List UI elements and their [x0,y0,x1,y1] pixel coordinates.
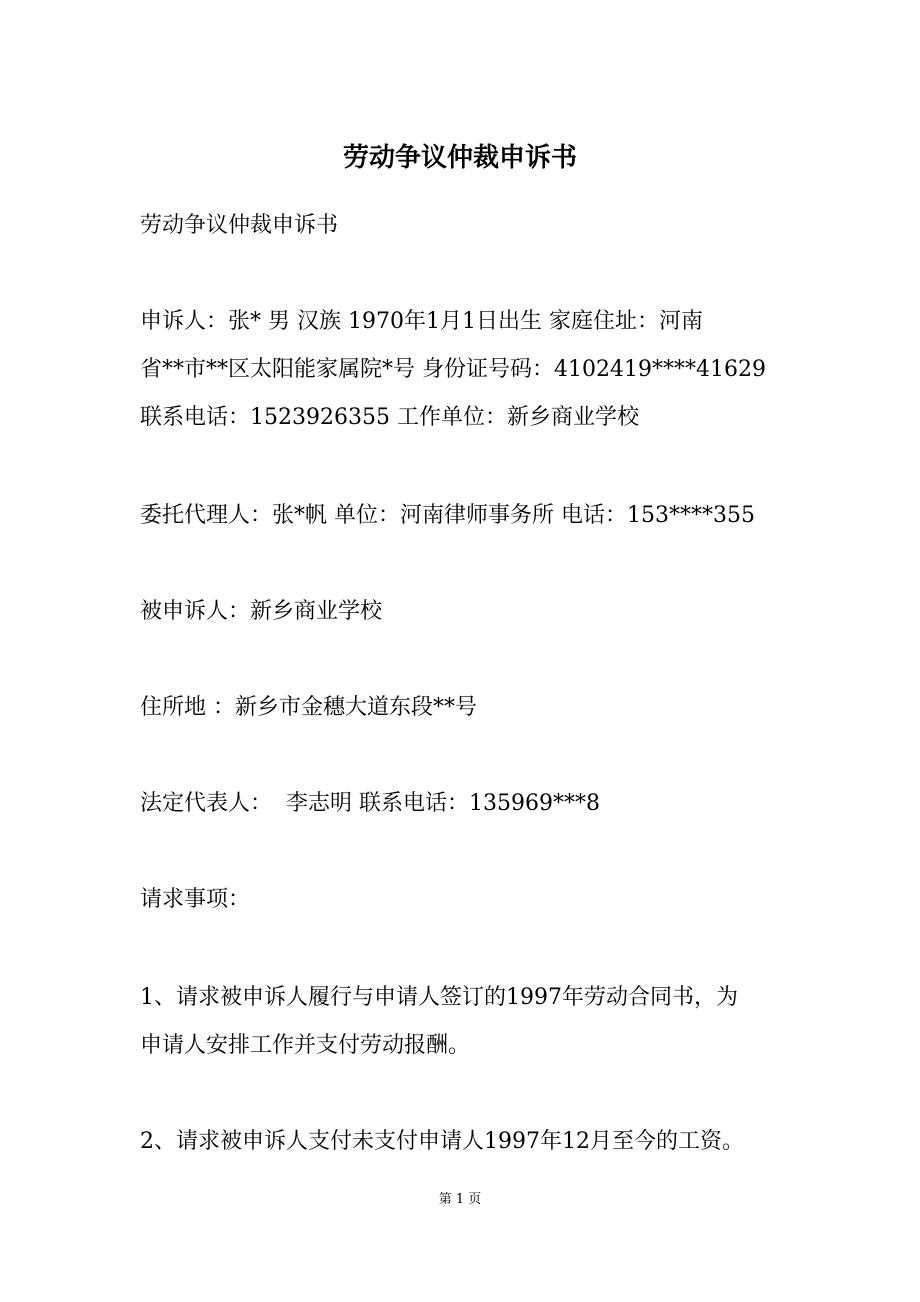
document-subtitle: 劳动争议仲裁申诉书 [140,213,339,238]
requests-heading: 请求事项： [140,887,251,912]
respondent-address: 住所地 ：新乡市金穗大道东段**号 [140,695,477,720]
request-1-line-1: 1、请求被申诉人履行与申请人签订的1997年劳动合同书，为 [140,985,738,1010]
page-number: 第 1 页 [438,1192,482,1207]
respondent-info: 被申诉人：新乡商业学校 [140,599,383,624]
complainant-line-2: 省**市**区太阳能家属院*号 身份证号码：4102419****41629 [140,357,766,382]
complainant-line-3: 联系电话：1523926355 工作单位：新乡商业学校 [140,405,639,430]
agent-info: 委托代理人：张*帆 单位：河南律师事务所 电话：153****355 [140,503,755,528]
document-title: 劳动争议仲裁申诉书 [342,143,577,173]
complainant-line-1: 申诉人：张* 男 汉族 1970年1月1日出生 家庭住址：河南 [140,309,703,334]
legal-representative: 法定代表人： 李志明 联系电话：135969***8 [140,791,600,816]
request-2: 2、请求被申诉人支付未支付申请人1997年12月至今的工资。 [140,1129,744,1154]
request-1-line-2: 申请人安排工作并支付劳动报酬。 [140,1033,471,1058]
